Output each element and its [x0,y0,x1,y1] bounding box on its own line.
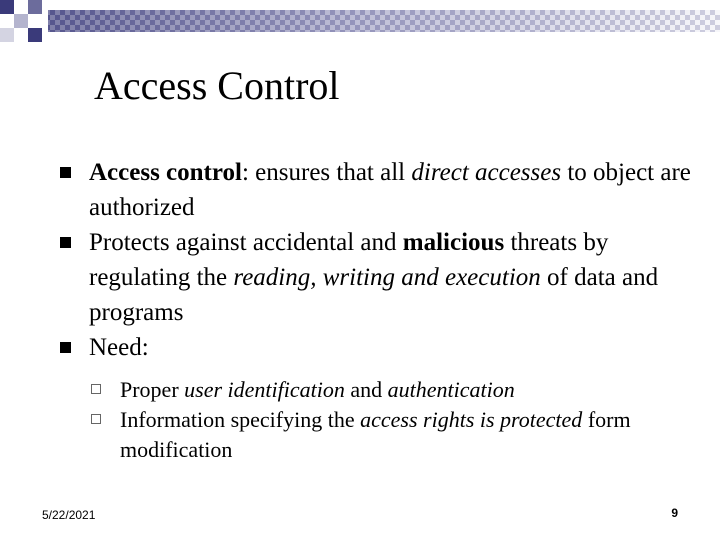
header-decoration [0,0,720,48]
bullet-text: Access control [89,159,242,186]
sub-bullet-text: Proper [120,377,185,402]
footer-date: 5/22/2021 [42,508,96,522]
bullet-text: threats by regulating the [89,229,609,291]
sub-bullet-text: user identification [184,377,345,402]
bullet-text: malicious [402,229,505,256]
bullet-list [58,155,698,465]
sub-bullet-text: form modification [120,407,631,462]
bullet-item-protects [58,225,698,330]
bullet-text: : ensures that all [241,159,412,186]
square-bullet-icon [60,342,71,353]
sub-bullet-text: authentication [387,377,515,402]
hollow-square-bullet-icon [91,414,101,424]
square-bullet-icon [60,237,71,248]
bullet-text: Protects against accidental and [89,229,403,256]
sub-bullet-item [89,405,698,465]
bullet-text: reading, writing and execution [233,264,541,291]
bullet-text: direct accesses [411,159,562,186]
bullet-item-access-control [58,155,698,225]
sub-bullet-text: Information specifying the [120,407,361,432]
sub-bullet-text: and [344,377,388,402]
bullet-text: to object are authorized [89,159,691,221]
sub-bullet-list [89,375,698,465]
square-bullet-icon [60,167,71,178]
bullet-item-need [58,330,698,465]
slide-title: Access Control [94,63,340,108]
bullet-text: of data and programs [89,264,659,326]
sub-bullet-item [89,375,698,405]
bullet-text: Need: [89,334,149,361]
hollow-square-bullet-icon [91,384,101,394]
page-number: 9 [671,506,678,520]
sub-bullet-text: access rights is protected [360,407,583,432]
